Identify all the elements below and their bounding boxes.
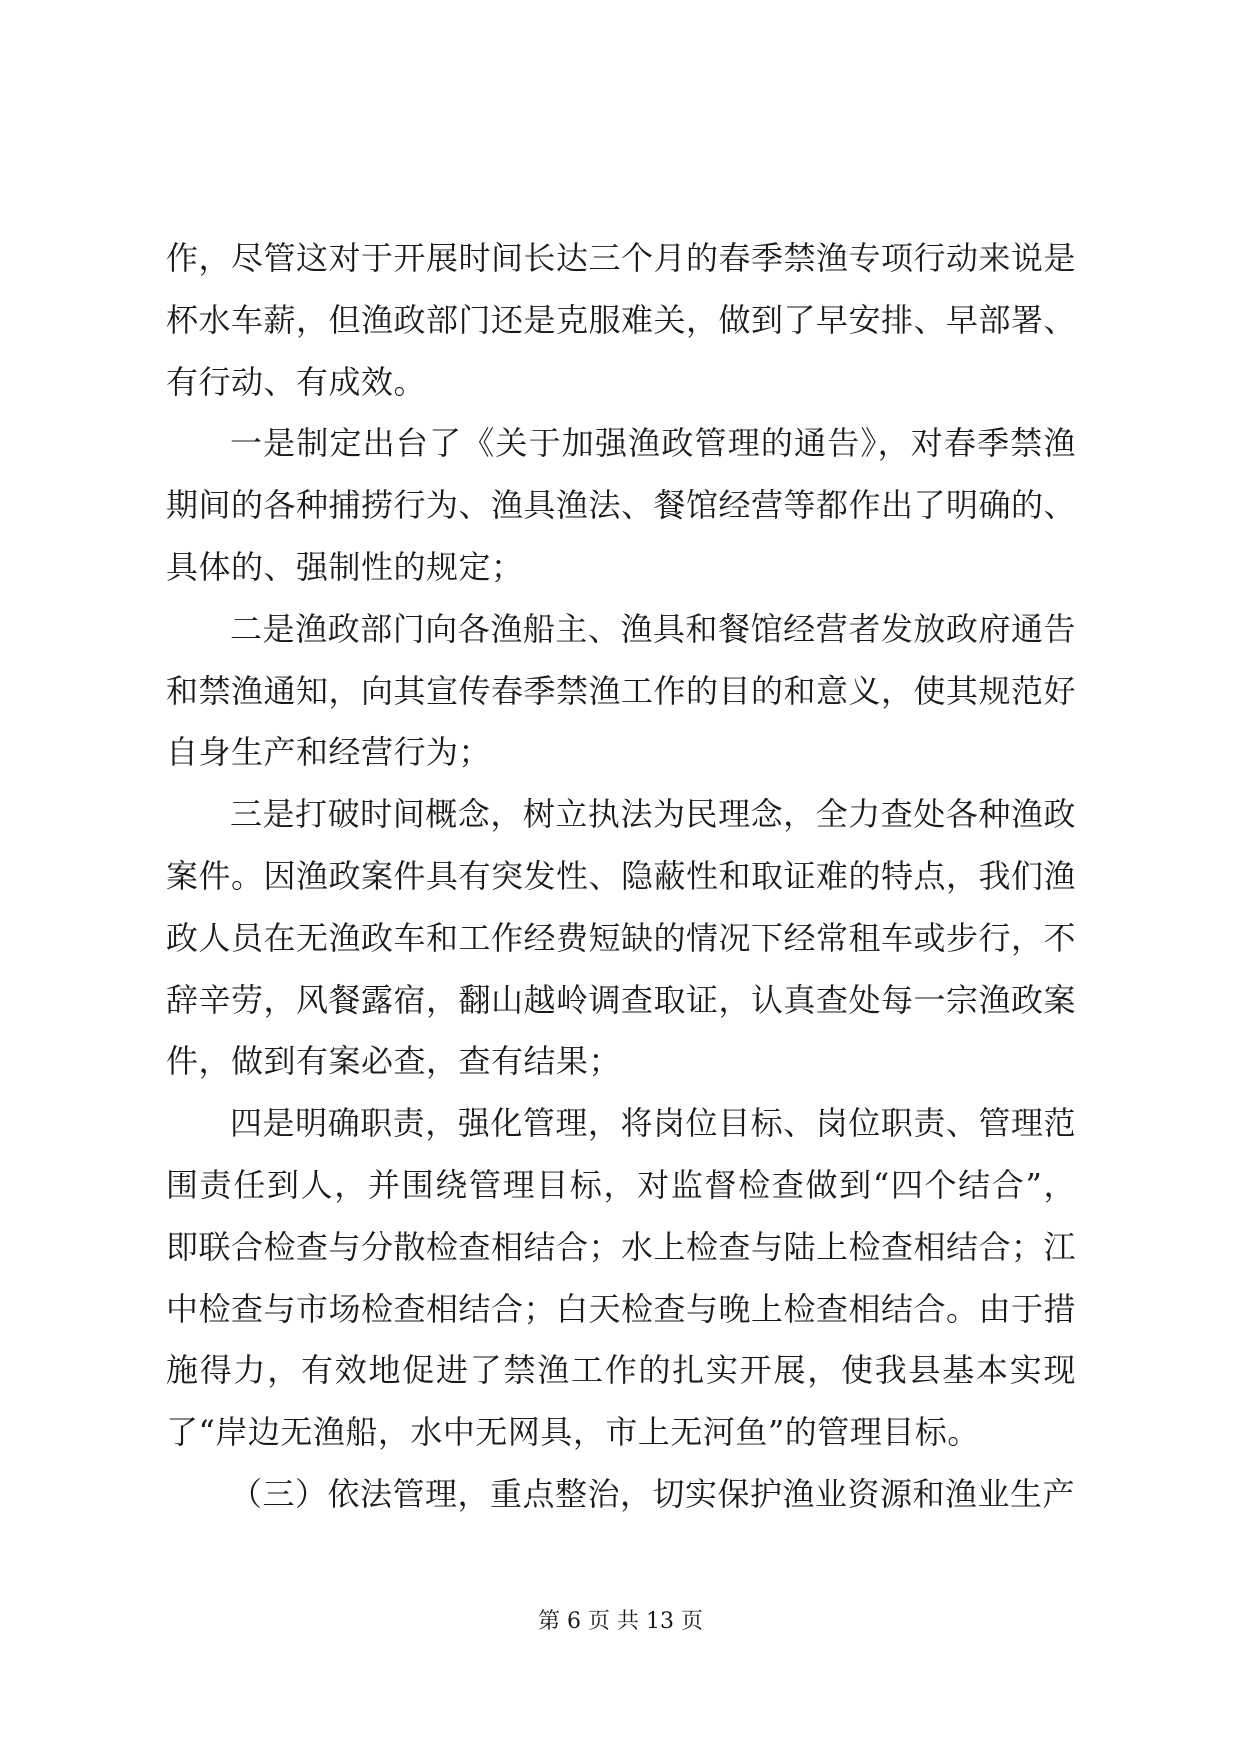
paragraph-continuation: 作，尽管这对于开展时间长达三个月的春季禁渔专项行动来说是杯水车薪，但渔政部门还是克服难关，做到了早安排、早部署、有行动、有成效。 <box>166 239 1077 401</box>
paragraph-item-3: 三是打破时间概念，树立执法为民理念，全力查处各种渔政案件。因渔政案件具有突发性、隐蔽性和取证难的特点，我们渔政人员在无渔政车和工作经费短缺的情况下经常租车或步行，不辞辛劳，风餐露宿，翻山越岭调查取证，认真查处每一宗渔政案件，做到有案必查，查有结果； <box>166 795 1077 1081</box>
paragraph-item-1: 一是制定出台了《关于加强渔政管理的通告》，对春季禁渔期间的各种捕捞行为、渔具渔法、餐馆经营等都作出了明确的、具体的、强制性的规定； <box>166 424 1077 586</box>
document-body <box>166 228 1076 1526</box>
section-heading-3: （三）依法管理，重点整治，切实保护渔业资源和渔业生产 <box>230 1474 1076 1513</box>
paragraph-item-2: 二是渔政部门向各渔船主、渔具和餐馆经营者发放政府通告和禁渔通知，向其宣传春季禁渔工作的目的和意义，使其规范好自身生产和经营行为； <box>166 609 1077 772</box>
paragraph-item-4: 四是明确职责，强化管理，将岗位目标、岗位职责、管理范围责任到人，并围绕管理目标，对监督检查做到“四个结合”，即联合检查与分散检查相结合；水上检查与陆上检查相结合；江中检查与市场检查相结合；白天检查与晚上检查相结合。由于措施得力，有效地促进了禁渔工作的扎实开展，使我县基本实现了“岸边无渔船，水中无网具，市上无河鱼”的管理目标。 <box>166 1104 1077 1452</box>
page-number-footer: 第 6 页 共 13 页 <box>538 1609 703 1634</box>
